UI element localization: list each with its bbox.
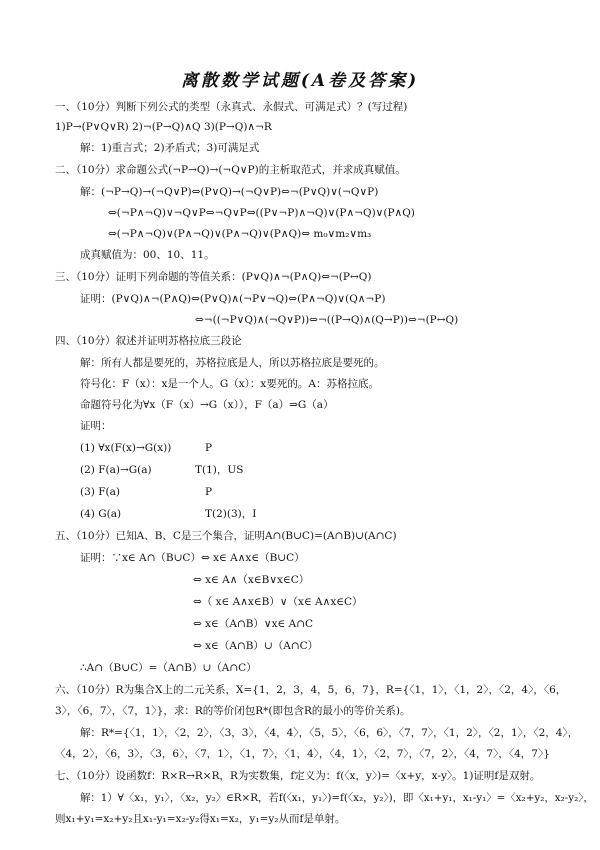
q3-question: 三、（10分）证明下列命题的等值关系：(P∨Q)∧¬(P∧Q)⇔¬(P↔Q) <box>55 271 372 283</box>
q4-step-formula: (4) G(a) <box>80 508 122 520</box>
q4-question: 四、（10分）叙述并证明苏格拉底三段论 <box>55 335 242 347</box>
q4-line2: 符号化：F（x）：x是一个人。G（x）：x要死的。A：苏格拉底。 <box>80 378 379 390</box>
q2-line3: ⇔(¬P∧¬Q)∨(P∧¬Q)∨(P∧¬Q)∨(P∧Q)⇔ m₀∨m₂∨m₃ <box>108 228 372 240</box>
q2-line4: 成真赋值为：00、10、11。 <box>80 249 215 261</box>
q4-step-reason: T(2)(3)，I <box>205 508 257 520</box>
q7-question: 七、（10分）设函数f：R×R→R×R，R为实数集，f定义为：f(〈x，y〉)=〈x+y，x-y〉。1)证明f是双射。 <box>55 770 541 782</box>
q3-line2: ⇔¬((¬P∨Q)∧(¬Q∨P))⇔¬((P→Q)∧(Q→P))⇔¬(P↔Q) <box>195 314 459 326</box>
q7-answer-line2: 则x₁+y₁=x₂+y₂且x₁-y₁=x₂-y₂得x₁=x₂，y₁=y₂从而f是单射。 <box>55 813 346 825</box>
page-title: 离散数学试题(A卷及答案) <box>180 71 420 91</box>
q6-answer-line2: 〈4，2〉，〈6，3〉，〈3，6〉，〈7，1〉，〈1，7〉，〈1，4〉，〈4，1〉，〈2，7〉，〈7，2〉，〈4，7〉，〈4，7〉} <box>55 748 550 760</box>
q2-line1: 解：(¬P→Q)→(¬Q∨P)⇔(P∨Q)→(¬Q∨P)⇔¬(P∨Q)∨(¬Q∨P) <box>80 186 379 198</box>
q5-question: 五、（10分）已知A、B、C是三个集合，证明A∩(B∪C)=(A∩B)∪(A∩C) <box>55 530 397 542</box>
q5-line1: 证明：∵x∈ A∩（B∪C）⇔ x∈ A∧x∈（B∪C） <box>80 552 305 564</box>
q6-question-line2: 3〉，〈6，7〉，〈7，1〉}，求：R的等价闭包R*(即包含R的最小的等价关系)。 <box>55 705 411 717</box>
q1-answer: 解：1)重言式；2)矛盾式；3)可满足式 <box>80 142 260 154</box>
q2-question: 二、（10分）求命题公式(¬P→Q)→(¬Q∨P)的主析取范式，并求成真赋值。 <box>55 164 406 176</box>
q4-step-formula: (1) ∀x(F(x)→G(x)) <box>80 442 172 454</box>
q5-line6: ∴A∩（B∪C）=（A∩B）∪（A∩C） <box>80 662 257 674</box>
q5-line5: ⇔ x∈（A∩B）∪（A∩C） <box>193 640 319 652</box>
q4-step-formula: (3) F(a) <box>80 486 120 498</box>
q3-line1: 证明：(P∨Q)∧¬(P∧Q)⇔(P∨Q)∧(¬P∨¬Q)⇔(P∧¬Q)∨(Q∧¬P) <box>80 293 386 305</box>
q4-line1: 解：所有人都是要死的，苏格拉底是人，所以苏格拉底是要死的。 <box>80 357 385 369</box>
q6-question-line1: 六、（10分）R为集合X上的二元关系，X={1，2，3，4，5，6，7}，R={〈1，1〉，〈1，2〉，〈2，4〉，〈6， <box>55 684 567 696</box>
q5-line3: ⇔（ x∈ A∧x∈B）∨（x∈ A∧x∈C） <box>193 596 363 608</box>
q1-items: 1)P→(P∨Q∨R) 2)¬(P→Q)∧Q 3)(P→Q)∧¬R <box>55 121 272 133</box>
q4-proof-label: 证明： <box>80 420 112 432</box>
q1-question: 一、（10分）判断下列公式的类型（永真式、永假式、可满足式）？(写过程) <box>55 101 408 113</box>
q4-line3: 命题符号化为∀x（F（x）→G（x）），F（a）⇒G（a） <box>80 399 334 411</box>
q4-step-reason: P <box>205 442 213 454</box>
q4-step-reason: T(1)，US <box>195 464 244 476</box>
q4-step-formula: (2) F(a)→G(a) <box>80 464 152 476</box>
q7-answer-line1: 解：1）∀〈x₁，y₁〉，〈x₂，y₂〉∈R×R，若f(〈x₁，y₁〉)=f(〈x₂，y₂〉)，即〈x₁+y₁，x₁-y₁〉=〈x₂+y₂，x₂-y₂〉， <box>80 792 594 804</box>
q4-step-reason: P <box>205 486 213 498</box>
q5-line4: ⇔ x∈（A∩B）∨x∈ A∩C <box>193 618 314 630</box>
q2-line2: ⇔(¬P∧¬Q)∨¬Q∨P⇔¬Q∨P⇔((P∨¬P)∧¬Q)∨(P∧¬Q)∨(P∧Q) <box>108 207 415 219</box>
q5-line2: ⇔ x∈ A∧（x∈B∨x∈C） <box>193 574 310 586</box>
q6-answer-line1: 解：R*={〈1，1〉，〈2，2〉，〈3，3〉，〈4，4〉，〈5，5〉，〈6，6〉，〈7，7〉，〈1，2〉，〈2，1〉，〈2，4〉， <box>80 727 579 739</box>
